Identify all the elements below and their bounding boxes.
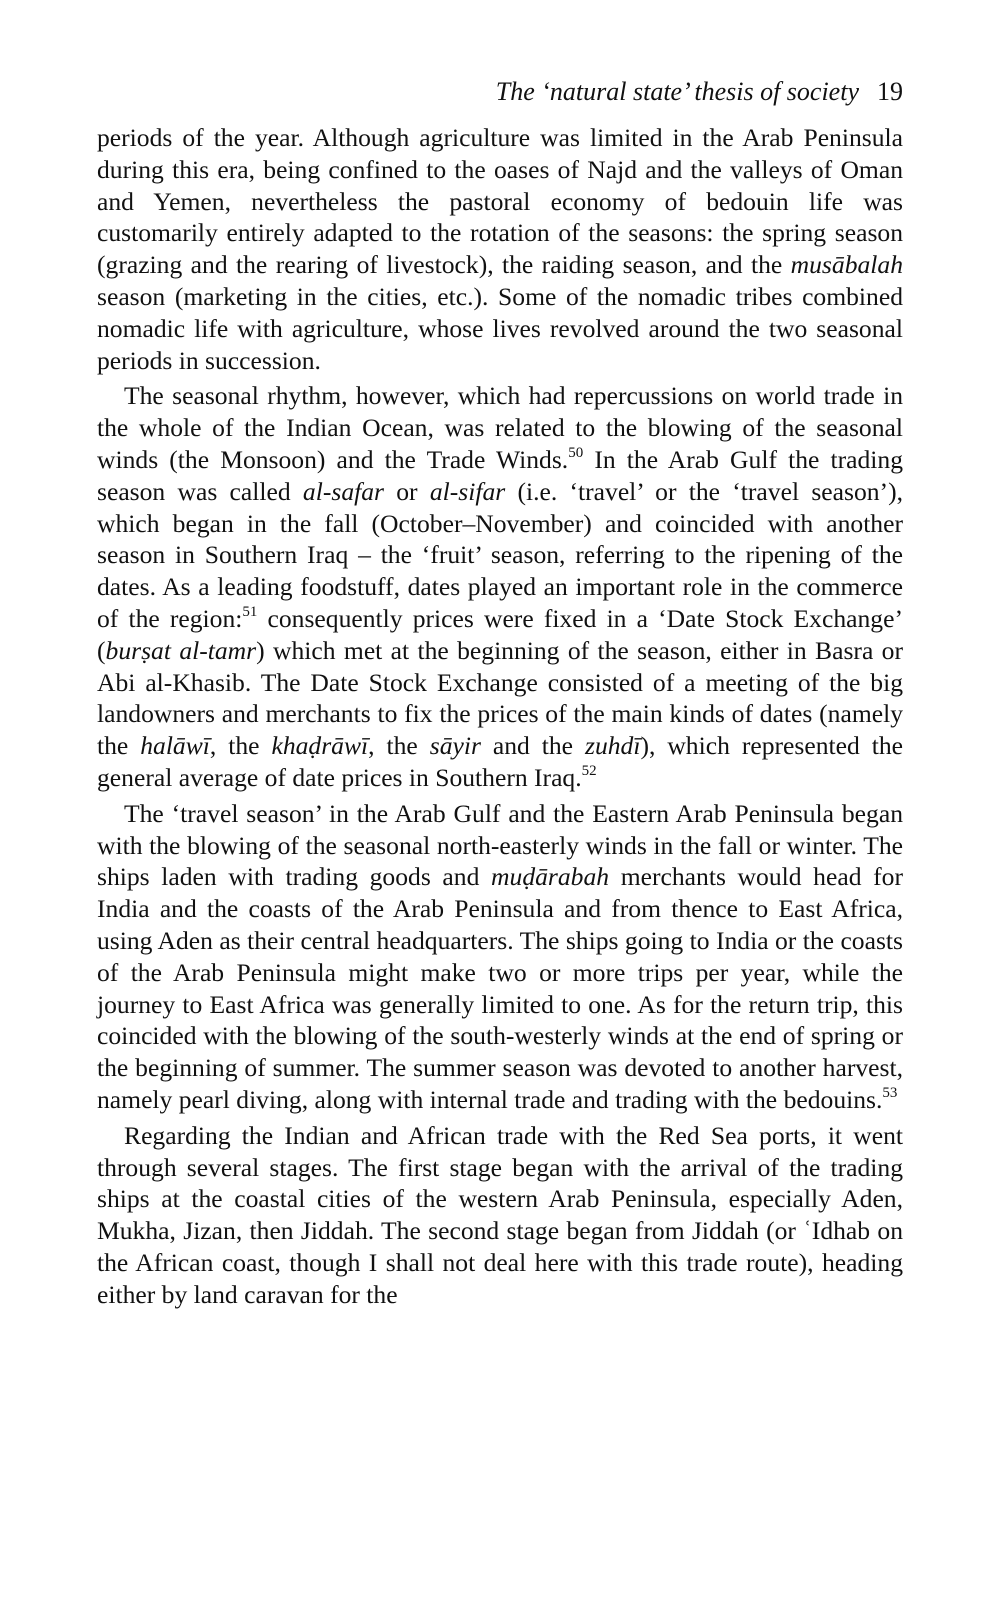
italic-term: zuhdī bbox=[584, 731, 641, 761]
text-run: merchants would head for India and the coasts of the Arab Peninsula and from thence to East Africa, using Aden as their central headquarters. The ships going to India or the coasts of the Arab Peninsula might make two or more trips per year, while the journey to East Africa was generally limited to one. As for the return trip, this coincided with the blowing of the south-westerly winds at the end of spring or the beginning of summer. The summer season was devoted to another harvest, namely pearl diving, along with internal trade and trading with the bedouins. bbox=[97, 862, 903, 1114]
text-run: consequently prices were fixed in a ‘Date Stock Exchange’ ( bbox=[97, 603, 903, 665]
italic-term: musābalah bbox=[790, 250, 903, 280]
paragraph bbox=[97, 798, 903, 1116]
paragraph bbox=[97, 1120, 903, 1311]
footnote-ref: 52 bbox=[581, 762, 597, 779]
italic-term: burṣat al-tamr bbox=[105, 635, 257, 665]
running-title: The ‘natural state’ thesis of society bbox=[495, 77, 859, 106]
italic-term: al-safar bbox=[302, 476, 384, 506]
footnote-ref: 50 bbox=[568, 444, 584, 461]
body-text bbox=[97, 122, 903, 1310]
text-run: and the bbox=[480, 731, 585, 761]
paragraph bbox=[97, 122, 903, 376]
running-head bbox=[97, 74, 903, 110]
text-run: ), which represented the general average of date prices in Southern Iraq. bbox=[97, 731, 903, 792]
italic-term: muḍārabah bbox=[491, 862, 610, 892]
text-run: , the bbox=[209, 731, 272, 761]
text-run: (i.e. ‘travel’ or the ‘travel season’), which began in the fall (October–November) and coincided with another season in Southern Iraq – the ‘fruit’ season, referring to the ripening of the dates. As a leading foodstuff, dates played an important role in the commerce of the region: bbox=[97, 476, 903, 633]
text-run: season (marketing in the cities, etc.). Some of the nomadic tribes combined nomadic life with agriculture, whose lives revolved around the two seasonal periods in succession. bbox=[97, 281, 903, 375]
paragraph bbox=[97, 380, 903, 793]
italic-term: al-sifar bbox=[429, 476, 506, 506]
italic-term: halāwī bbox=[140, 731, 210, 761]
text-run: or bbox=[383, 476, 430, 506]
text-run: ) which met at the beginning of the season, either in Basra or Abi al-Khasib. The Date Stock Exchange consisted of a meeting of the big landowners and merchants to fix the prices of the main kinds of dates (namely the bbox=[97, 635, 904, 761]
footnote-ref: 53 bbox=[882, 1084, 898, 1101]
page-number: 19 bbox=[877, 77, 903, 106]
text-run: periods of the year. Although agriculture was limited in the Arab Peninsula during this era, being confined to the oases of Najd and the valleys of Oman and Yemen, nevertheless the pastoral economy of bedouin life was customarily entirely adapted to the rotation of the seasons: the spring season (grazing and the rearing of livestock), the raiding season, and the bbox=[97, 123, 903, 280]
footnote-ref: 51 bbox=[242, 603, 258, 620]
text-run: In the Arab Gulf the trading season was called bbox=[97, 444, 903, 506]
italic-term: sāyir bbox=[429, 731, 481, 761]
text-run: The seasonal rhythm, however, which had repercussions on world trade in the whole of the Indian Ocean, was related to the blowing of the seasonal winds (the Monsoon) and the Trade Winds. bbox=[97, 381, 903, 474]
text-run: , the bbox=[368, 731, 430, 761]
text-run: Regarding the Indian and African trade with the Red Sea ports, it went through several stages. The first stage began with the arrival of the trading ships at the coastal cities of the western Arab Peninsula, especially Aden, Mukha, Jizan, then Jiddah. The second stage began from Jiddah (or ʿIdhab on the African coast, though I shall not deal here with this trade route), heading either by land caravan for the bbox=[97, 1120, 903, 1309]
text-run: The ‘travel season’ in the Arab Gulf and the Eastern Arab Peninsula began with the blowing of the seasonal north-easterly winds in the fall or winter. The ships laden with trading goods and bbox=[97, 798, 903, 892]
italic-term: khaḍrāwī bbox=[271, 731, 369, 761]
